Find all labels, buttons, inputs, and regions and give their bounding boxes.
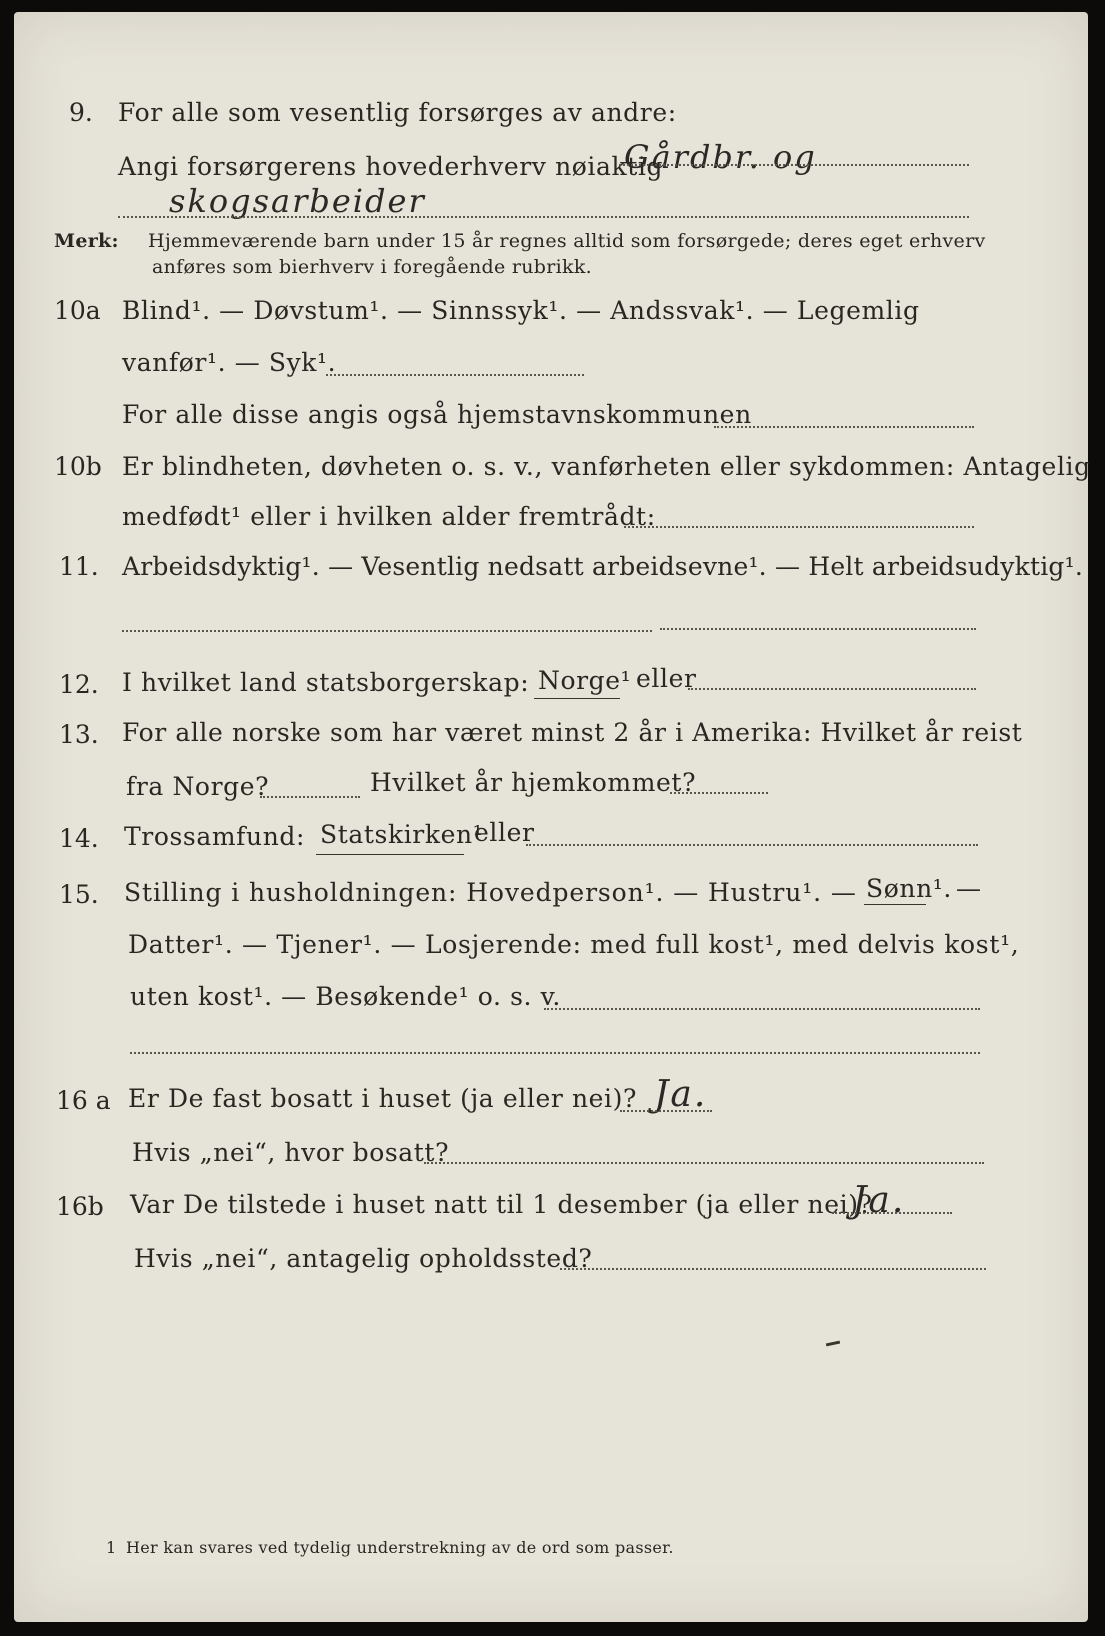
q9-handwritten-answer1: Gårdbr. og	[624, 138, 817, 176]
q16a-answer-line1	[620, 1110, 712, 1112]
q14-prefix: Trossamfund:	[124, 822, 306, 851]
q12-answer-line	[688, 688, 976, 690]
q13-answer-line2	[670, 792, 768, 794]
form-page	[14, 12, 1091, 1622]
q13-number: 13.	[59, 720, 99, 749]
q15-sonn-underlined: Sønn¹.	[866, 874, 952, 903]
q13-line1: For alle norske som har været minst 2 år i Amerika: Hvilket år reist	[122, 718, 1023, 747]
q11-number: 11.	[59, 552, 99, 581]
q15-number: 15.	[59, 880, 99, 909]
merk-label: Merk:	[54, 230, 119, 252]
q16a-handwritten-answer: Ja.	[654, 1074, 708, 1115]
q13-line2b: Hvilket år hjemkommet?	[370, 768, 697, 797]
q15-line1-dash: —	[956, 874, 982, 903]
q14-number: 14.	[59, 824, 99, 853]
q10b-line2: medfødt¹ eller i hvilken alder fremtrådt:	[122, 502, 656, 531]
q15-line3: uten kost¹. — Besøkende¹ o. s. v.	[130, 982, 561, 1011]
footnote-mark: 1	[106, 1538, 117, 1557]
q16b-answer-line2	[560, 1268, 986, 1270]
q16b-line1: Var De tilstede i huset natt til 1 desember (ja eller nei)?	[130, 1190, 873, 1219]
footnote-text: Her kan svares ved tydelig understrekning av de ord som passer.	[126, 1538, 674, 1557]
q10a-answer-line2	[714, 426, 974, 428]
q12-prefix: I hvilket land statsborgerskap:	[122, 668, 530, 697]
q11-line1: Arbeidsdyktig¹. — Vesentlig nedsatt arbeidsevne¹. — Helt arbeidsudyktig¹.	[122, 552, 1083, 581]
q10a-line1: Blind¹. — Døvstum¹. — Sinnssyk¹. — Andssvak¹. — Legemlig	[122, 296, 920, 325]
q14-statskirken-underlined: Statskirken¹	[320, 820, 484, 849]
q15-underline	[864, 904, 926, 905]
q13-line2a: fra Norge?	[126, 772, 270, 801]
stray-pen-mark	[826, 1341, 840, 1347]
q9-answer-line1	[619, 164, 969, 166]
q10b-number: 10b	[54, 452, 102, 481]
q10b-line1: Er blindheten, døvheten o. s. v., vanførheten eller sykdommen: Antagelig	[122, 452, 1091, 481]
q10a-line2: vanfør¹. — Syk¹.	[122, 348, 337, 377]
q16a-answer-line2	[424, 1162, 984, 1164]
q14-answer-line	[526, 844, 978, 846]
q9-line2: Angi forsørgerens hovederhverv nøiaktig	[118, 152, 664, 181]
q16a-number: 16 a	[56, 1086, 111, 1115]
q14-suffix: eller	[474, 818, 535, 847]
q15-answer-line2	[130, 1052, 980, 1054]
q10b-answer-line	[624, 526, 974, 528]
q15-line1: Stilling i husholdningen: Hovedperson¹. — Hustru¹. —	[124, 878, 857, 907]
q12-suffix: eller	[636, 664, 697, 693]
q13-answer-line1	[260, 796, 360, 798]
merk-line2: anføres som bierhverv i foregående rubrikk.	[152, 256, 592, 278]
q16a-line1: Er De fast bosatt i huset (ja eller nei)?	[128, 1084, 637, 1113]
q12-norge-underlined: Norge¹	[538, 666, 632, 695]
q12-number: 12.	[59, 670, 99, 699]
q16a-line2: Hvis „nei“, hvor bosatt?	[132, 1138, 450, 1167]
q16b-handwritten-answer: Ja.	[852, 1180, 906, 1221]
q15-line2: Datter¹. — Tjener¹. — Losjerende: med full kost¹, med delvis kost¹,	[128, 930, 1020, 959]
q10a-number: 10a	[54, 296, 101, 325]
q15-answer-line1	[544, 1008, 980, 1010]
q11-answer-line-b	[660, 628, 976, 630]
merk-line1: Hjemmeværende barn under 15 år regnes alltid som forsørgede; deres eget erhverv	[148, 230, 986, 252]
q9-answer-line2	[118, 216, 969, 218]
q14-underline	[316, 854, 464, 855]
q11-answer-line-a	[122, 630, 652, 632]
q10a-line3: For alle disse angis også hjemstavnskommunen	[122, 400, 752, 429]
q16b-number: 16b	[56, 1192, 104, 1221]
q9-number: 9.	[69, 98, 93, 127]
q9-handwritten-answer2: skogsarbeider	[169, 182, 426, 220]
q12-underline	[534, 698, 620, 699]
q9-line1: For alle som vesentlig forsørges av andre:	[118, 98, 677, 127]
q10a-answer-line1	[326, 374, 584, 376]
q16b-answer-line1	[832, 1212, 952, 1214]
q16b-line2: Hvis „nei“, antagelig opholdssted?	[134, 1244, 593, 1273]
